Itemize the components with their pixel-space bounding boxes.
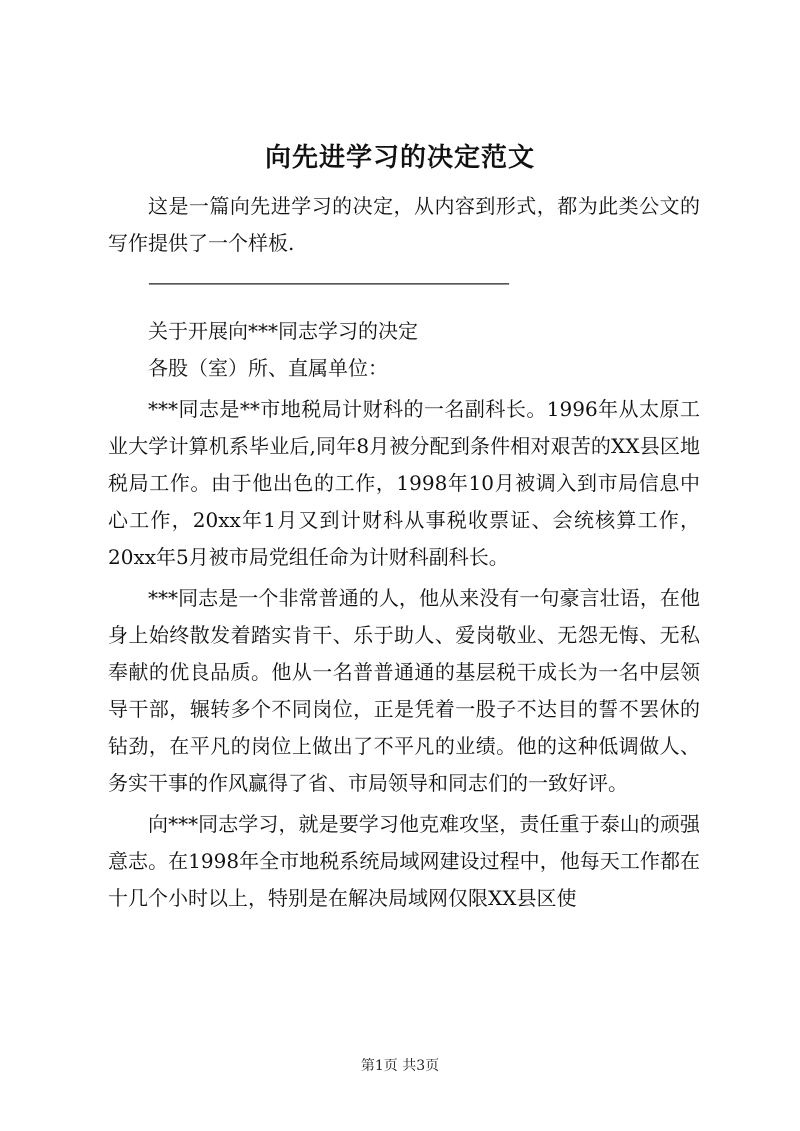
- document-body: [108, 188, 700, 917]
- separator-line: ————————————————————: [148, 270, 508, 294]
- body-paragraph-1: ***同志是**市地税局计财科的一名副科长。1996年从太原工业大学计算机系毕业后,同年8月被分配到条件相对艰苦的XX县区地税局工作。由于他出色的工作，1998年10月被调入到市局信息中心工作，20xx年1月又到计财科从事税收票证、会统核算工作，20xx年5月被市局党组任命为计财科副科长。: [108, 397, 700, 569]
- intro-paragraph: 这是一篇向先进学习的决定，从内容到形式，都为此类公文的写作提供了一个样板.: [108, 194, 700, 255]
- salutation-line: 各股（室）所、直属单位：: [148, 356, 388, 380]
- subject-line: 关于开展向***同志学习的决定: [148, 319, 418, 343]
- body-paragraph-2: ***同志是一个非常普通的人，他从来没有一句豪言壮语，在他身上始终散发着踏实肯干、乐于助人、爱岗敬业、无怨无悔、无私奉献的优良品质。他从一名普普通通的基层税干成长为一名中层领导干部，辗转多个不同岗位，正是凭着一股子不达目的誓不罢休的钻劲，在平凡的岗位上做出了不平凡的业绩。他的这种低调做人、务实干事的作风赢得了省、市局领导和同志们的一致好评。: [108, 586, 700, 795]
- document-title: 向先进学习的决定范文: [264, 143, 535, 173]
- body-paragraph-3: 向***同志学习，就是要学习他克难攻坚，责任重于泰山的顽强意志。在1998年全市地税系统局域网建设过程中，他每天工作都在十几个小时以上，特别是在解决局域网仅限XX县区使: [108, 812, 700, 910]
- page-footer: 第1页 共3页: [360, 1058, 440, 1074]
